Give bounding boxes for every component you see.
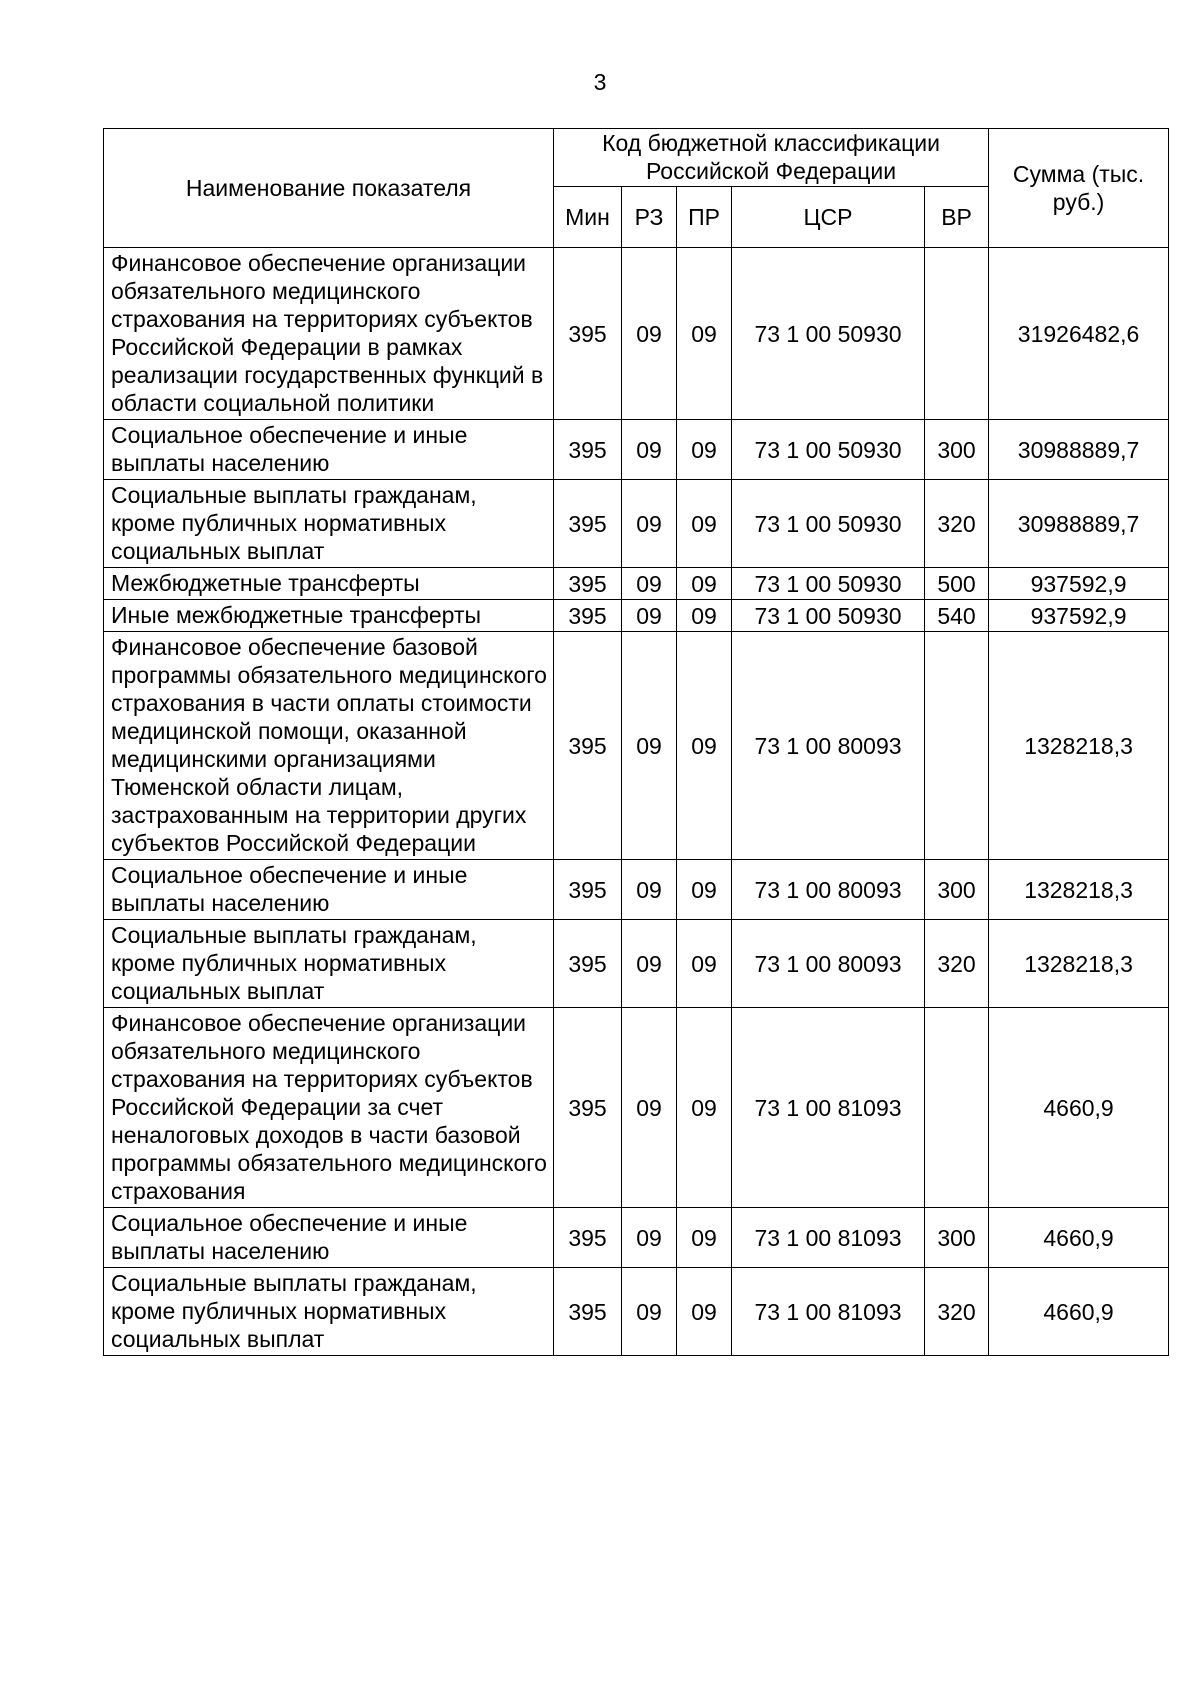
row-rz: 09	[622, 1208, 677, 1268]
row-csr: 73 1 00 50930	[732, 420, 925, 480]
row-pr: 09	[677, 568, 732, 600]
row-vr: 320	[925, 1268, 989, 1356]
row-csr: 73 1 00 80093	[732, 632, 925, 860]
page-number: 3	[593, 69, 607, 95]
row-csr: 73 1 00 50930	[732, 568, 925, 600]
row-vr: 300	[925, 420, 989, 480]
row-rz: 09	[622, 632, 677, 860]
row-sum: 30988889,7	[989, 480, 1169, 568]
row-name: Социальные выплаты гражданам, кроме публичных нормативных социальных выплат	[104, 920, 554, 1008]
row-rz: 09	[622, 1008, 677, 1208]
row-name: Иные межбюджетные трансферты	[104, 600, 554, 632]
header-vr: ВР	[925, 186, 989, 247]
row-csr: 73 1 00 80093	[732, 920, 925, 1008]
row-rz: 09	[622, 248, 677, 420]
row-name: Межбюджетные трансферты	[104, 568, 554, 600]
row-vr	[925, 248, 989, 420]
row-pr: 09	[677, 1208, 732, 1268]
row-vr	[925, 1008, 989, 1208]
row-name: Социальные выплаты гражданам, кроме публичных нормативных социальных выплат	[104, 480, 554, 568]
row-pr: 09	[677, 1008, 732, 1208]
row-rz: 09	[622, 600, 677, 632]
row-pr: 09	[677, 480, 732, 568]
row-name: Финансовое обеспечение базовой программы обязательного медицинского страхования в части оплаты стоимости медицинской помощи, оказанной медицинскими организациями Тюменской области лицам, застрахованным на территории других субъектов Российской Федерации	[104, 632, 554, 860]
row-rz: 09	[622, 920, 677, 1008]
table-row	[104, 860, 1169, 920]
row-name: Финансовое обеспечение организации обязательного медицинского страхования на территориях субъектов Российской Федерации за счет неналоговых доходов в части базовой программы обязательного медицинского страхования	[104, 1008, 554, 1208]
row-sum: 1328218,3	[989, 920, 1169, 1008]
table-header	[104, 129, 1169, 248]
row-pr: 09	[677, 600, 732, 632]
row-min: 395	[554, 632, 622, 860]
row-vr: 300	[925, 1208, 989, 1268]
header-csr: ЦСР	[732, 186, 925, 247]
row-rz: 09	[622, 568, 677, 600]
row-csr: 73 1 00 80093	[732, 860, 925, 920]
table-row	[104, 600, 1169, 632]
row-csr: 73 1 00 81093	[732, 1268, 925, 1356]
row-sum: 4660,9	[989, 1008, 1169, 1208]
row-min: 395	[554, 600, 622, 632]
row-vr: 540	[925, 600, 989, 632]
row-pr: 09	[677, 860, 732, 920]
table-row	[104, 1268, 1169, 1356]
header-code-group: Код бюджетной классификации Российской Федерации	[554, 129, 989, 187]
row-rz: 09	[622, 420, 677, 480]
row-pr: 09	[677, 248, 732, 420]
row-sum: 1328218,3	[989, 860, 1169, 920]
row-min: 395	[554, 1008, 622, 1208]
header-rz: РЗ	[622, 186, 677, 247]
row-sum: 30988889,7	[989, 420, 1169, 480]
budget-table	[103, 128, 1169, 1356]
row-name: Социальное обеспечение и иные выплаты населению	[104, 860, 554, 920]
row-pr: 09	[677, 632, 732, 860]
row-csr: 73 1 00 50930	[732, 600, 925, 632]
table-row	[104, 632, 1169, 860]
table-row	[104, 248, 1169, 420]
row-min: 395	[554, 480, 622, 568]
header-pr: ПР	[677, 186, 732, 247]
row-pr: 09	[677, 420, 732, 480]
table-row	[104, 1008, 1169, 1208]
row-sum: 1328218,3	[989, 632, 1169, 860]
row-sum: 937592,9	[989, 568, 1169, 600]
table-row	[104, 920, 1169, 1008]
row-sum: 4660,9	[989, 1208, 1169, 1268]
row-vr: 500	[925, 568, 989, 600]
row-csr: 73 1 00 50930	[732, 248, 925, 420]
row-min: 395	[554, 1268, 622, 1356]
row-min: 395	[554, 568, 622, 600]
row-name: Социальное обеспечение и иные выплаты населению	[104, 1208, 554, 1268]
header-sum: Сумма (тыс. руб.)	[989, 129, 1169, 248]
row-min: 395	[554, 1208, 622, 1268]
row-rz: 09	[622, 860, 677, 920]
table-row	[104, 420, 1169, 480]
row-sum: 937592,9	[989, 600, 1169, 632]
table-body	[104, 248, 1169, 1356]
row-pr: 09	[677, 1268, 732, 1356]
row-pr: 09	[677, 920, 732, 1008]
row-name: Социальные выплаты гражданам, кроме публичных нормативных социальных выплат	[104, 1268, 554, 1356]
row-csr: 73 1 00 50930	[732, 480, 925, 568]
row-min: 395	[554, 920, 622, 1008]
table-row	[104, 568, 1169, 600]
row-vr: 320	[925, 480, 989, 568]
row-csr: 73 1 00 81093	[732, 1208, 925, 1268]
row-sum: 4660,9	[989, 1268, 1169, 1356]
row-name: Финансовое обеспечение организации обязательного медицинского страхования на территориях субъектов Российской Федерации в рамках реализации государственных функций в области социальной политики	[104, 248, 554, 420]
table-row	[104, 1208, 1169, 1268]
row-vr	[925, 632, 989, 860]
row-min: 395	[554, 420, 622, 480]
row-sum: 31926482,6	[989, 248, 1169, 420]
row-vr: 300	[925, 860, 989, 920]
row-rz: 09	[622, 1268, 677, 1356]
row-rz: 09	[622, 480, 677, 568]
row-vr: 320	[925, 920, 989, 1008]
row-name: Социальное обеспечение и иные выплаты населению	[104, 420, 554, 480]
table-row	[104, 480, 1169, 568]
row-min: 395	[554, 248, 622, 420]
header-min: Мин	[554, 186, 622, 247]
header-name: Наименование показателя	[104, 129, 554, 248]
row-min: 395	[554, 860, 622, 920]
row-csr: 73 1 00 81093	[732, 1008, 925, 1208]
